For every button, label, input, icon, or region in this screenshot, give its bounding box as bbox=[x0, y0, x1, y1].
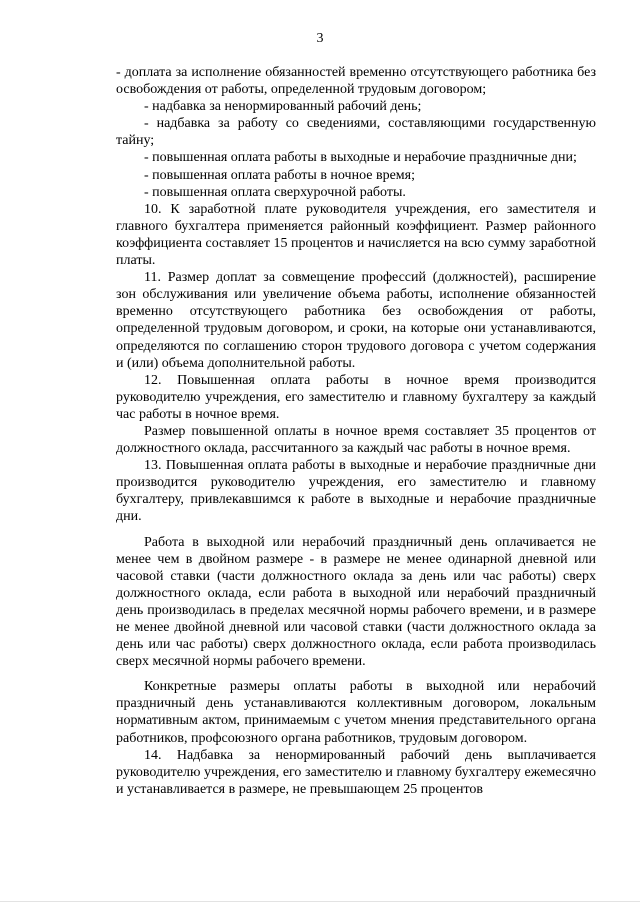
clause-13-specific-amounts: Конкретные размеры оплаты работы в выходной или нерабочий праздничный день устанавливаются коллективным договором, локальным нормативным актом, принимаемым с учетом мнения представительного органа работников, профсоюзного органа работников, трудовым договором. bbox=[116, 679, 596, 746]
list-item-state-secret-bonus: - надбавка за работу со сведениями, составляющими государственную тайну; bbox=[116, 116, 596, 149]
document-body bbox=[116, 64, 596, 798]
page-number: 3 bbox=[316, 31, 324, 46]
clause-12: 12. Повышенная оплата работы в ночное время производится руководителю учреждения, его заместителю и главному бухгалтеру за каждый час работы в ночное время. bbox=[116, 372, 596, 422]
list-item-overtime-pay: - повышенная оплата сверхурочной работы. bbox=[144, 184, 406, 200]
list-item-weekend-pay: - повышенная оплата работы в выходные и нерабочие праздничные дни; bbox=[144, 150, 577, 166]
scan-edge-line bbox=[0, 901, 640, 902]
clause-11: 11. Размер доплат за совмещение профессий (должностей), расширение зон обслуживания или увеличение объема работы, исполнение обязанностей временно отсутствующего работника без освобождения от работы, определенной трудовым договором, и сроки, на которые они устанавливаются, определяются по соглашению сторон трудового договора с учетом содержания и (или) объема дополнительной работы. bbox=[116, 270, 596, 371]
list-item-acting-duty-allowance: - доплата за исполнение обязанностей временно отсутствующего работника без освобождения от работы, определенной трудовым договором; bbox=[116, 65, 596, 98]
list-item-night-pay: - повышенная оплата работы в ночное время; bbox=[144, 167, 415, 183]
clause-12-night-rate: Размер повышенной оплаты в ночное время составляет 35 процентов от должностного оклада, рассчитанного за каждый час работы в ночное время. bbox=[116, 423, 596, 457]
list-item-irregular-hours-bonus: - надбавка за ненормированный рабочий день; bbox=[144, 99, 422, 115]
paragraph-gap bbox=[116, 670, 596, 678]
clause-10: 10. К заработной плате руководителя учреждения, его заместителя и главного бухгалтера применяется районный коэффициент. Размер районного коэффициента составляет 15 процентов и начисляется на всю сумму заработной платы. bbox=[116, 201, 596, 269]
clause-13-weekend-rate: Работа в выходной или нерабочий праздничный день оплачивается не менее чем в двойном размере - в размере не менее одинарной дневной или часовой ставки (части должностного оклада за день или час работы) сверх должностного оклада, если работа в выходной или нерабочий праздничный день производилась в пределах месячной нормы рабочего времени, и в размере не менее двойной дневной или часовой ставки (части должностного оклада за день или час работы) сверх должностного оклада, если работа производилась сверх месячной нормы рабочего времени. bbox=[116, 534, 596, 670]
clause-14: 14. Надбавка за ненормированный рабочий день выплачивается руководителю учреждения, его заместителю и главному бухгалтеру ежемесячно и устанавливается в размере, не превышающем 25 процентов bbox=[116, 747, 596, 797]
paragraph-gap bbox=[116, 526, 596, 534]
clause-13: 13. Повышенная оплата работы в выходные и нерабочие праздничные дни производится руководителю учреждения, его заместителю и главному бухгалтеру, привлекавшимся к работе в выходные и нерабочие праздничные дни. bbox=[116, 458, 596, 525]
